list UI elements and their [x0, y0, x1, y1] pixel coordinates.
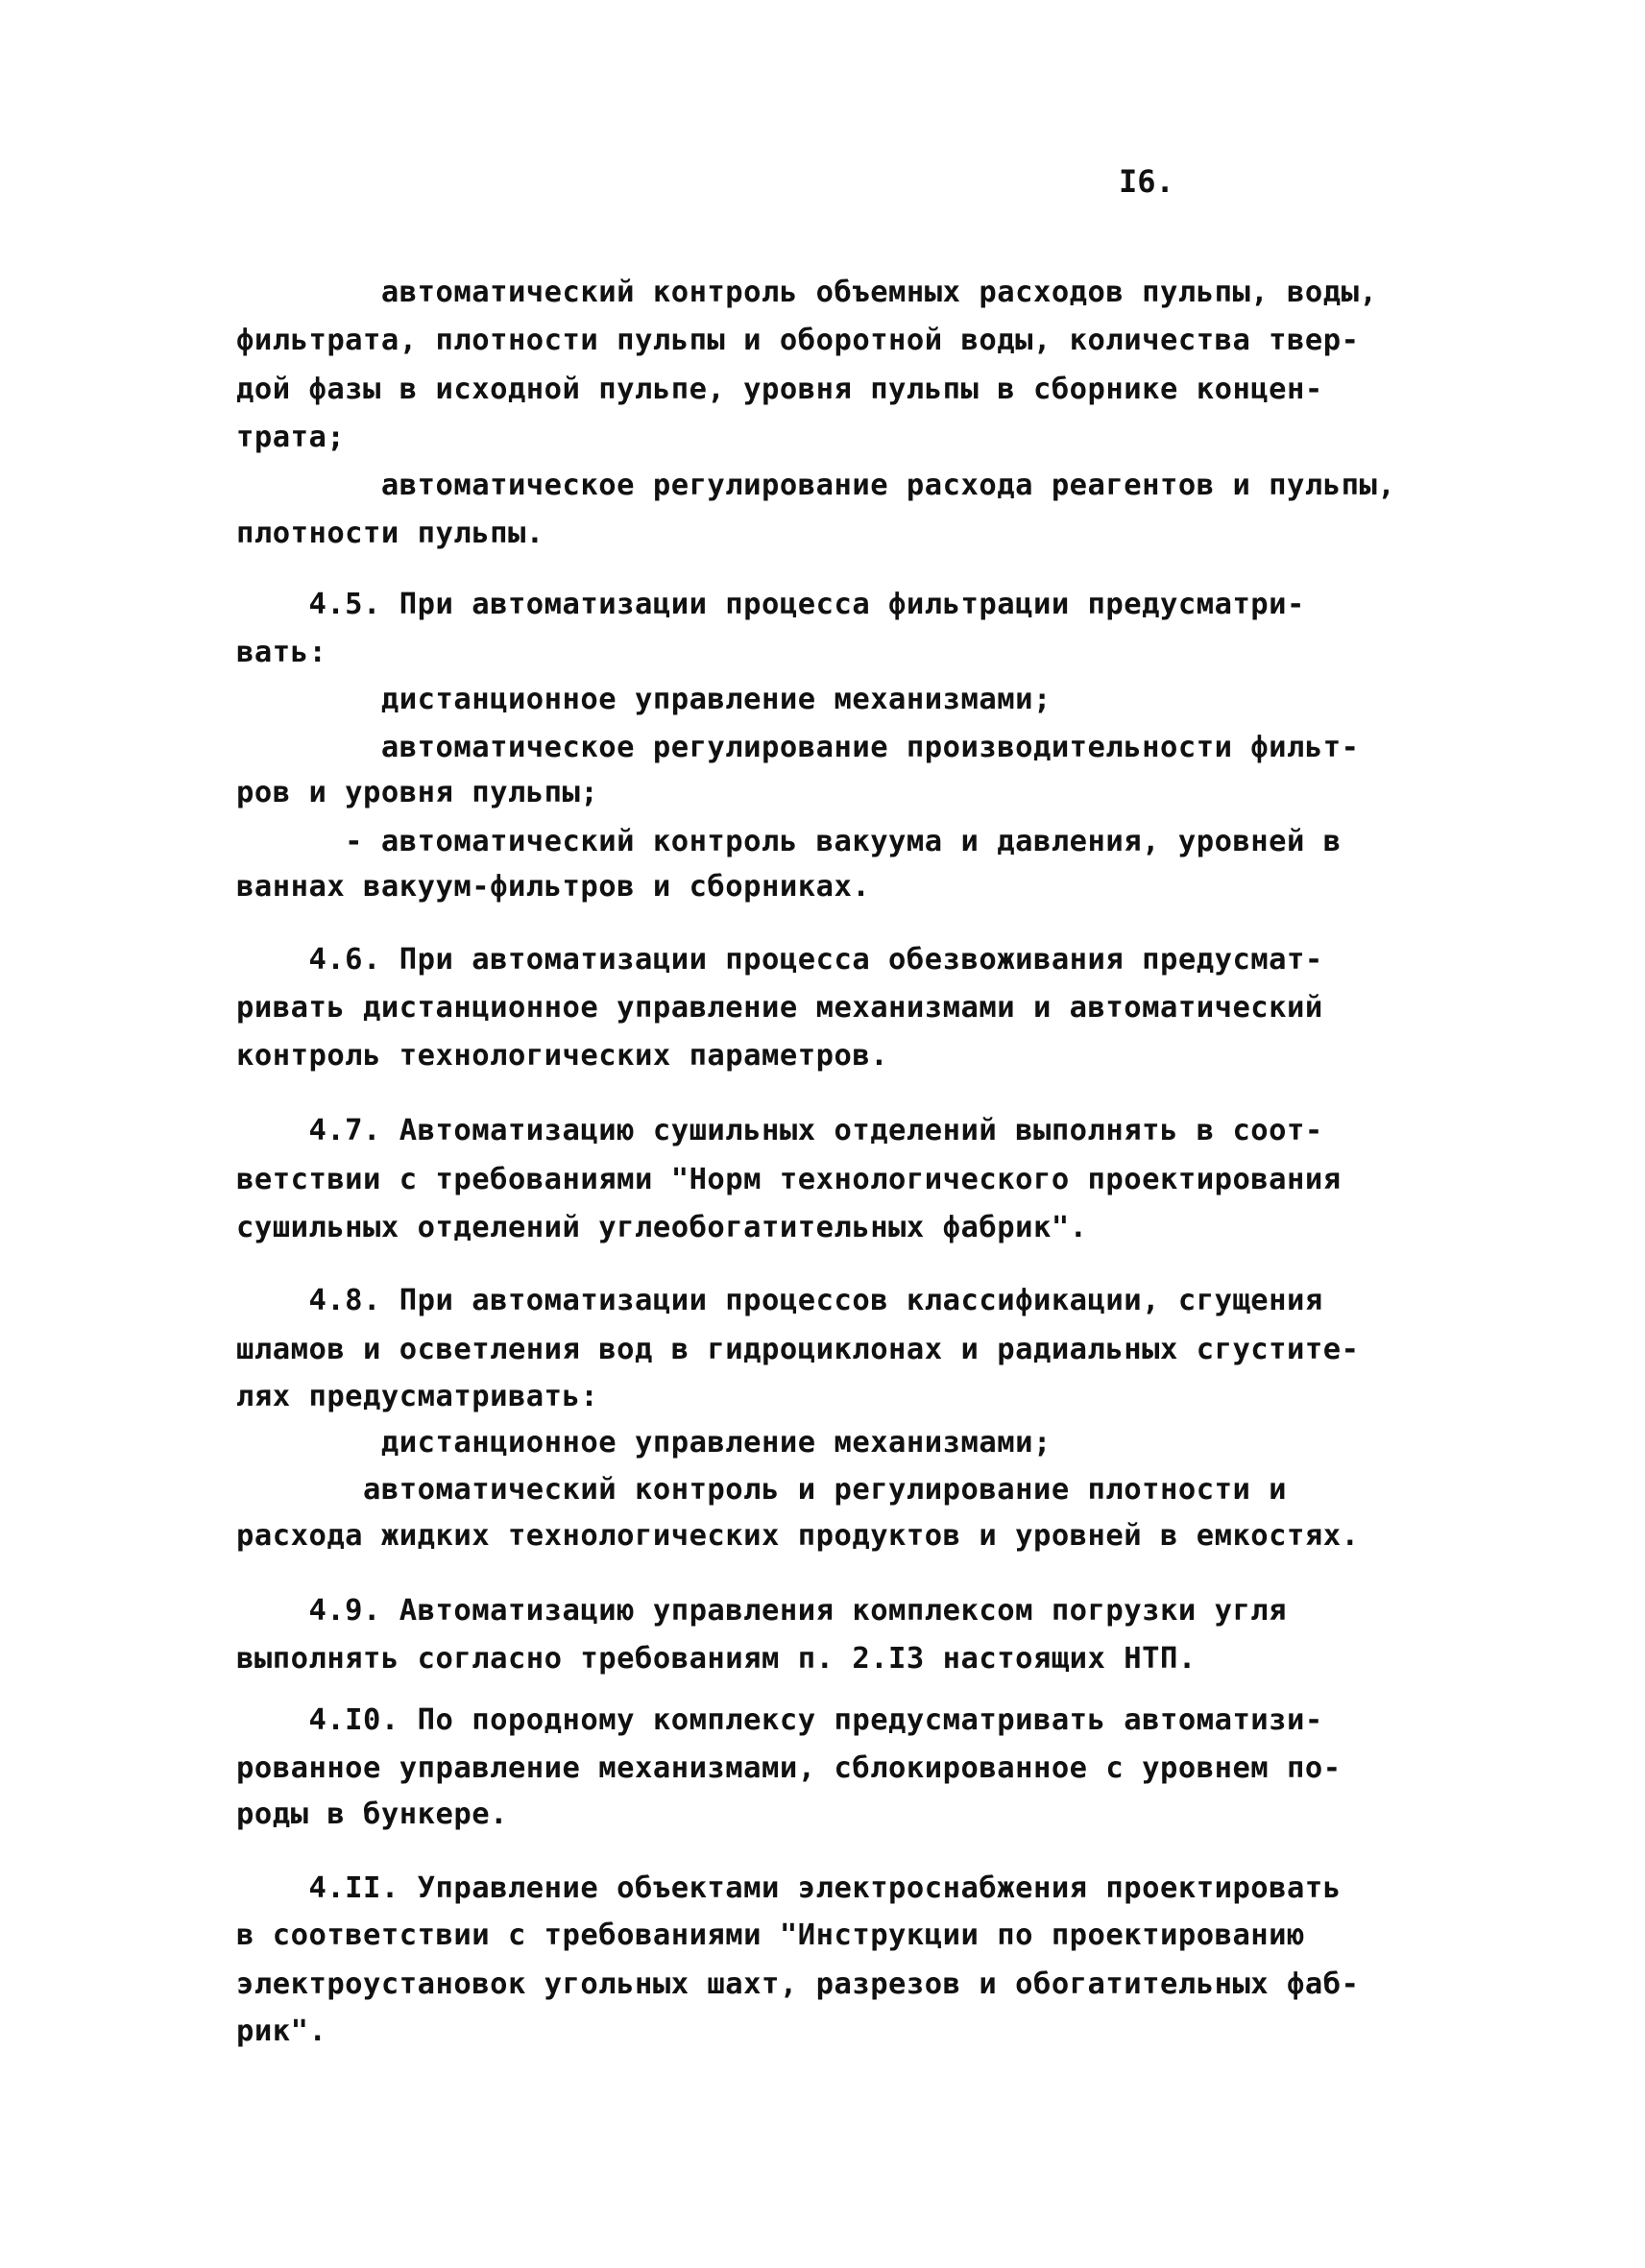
text-line: выполнять согласно требованиям п. 2.I3 настоящих НТП.: [236, 1642, 1197, 1676]
text-line: 4.9. Автоматизацию управления комплексом погрузки угля: [236, 1594, 1288, 1628]
text-line: шламов и осветления вод в гидроциклонах и радиальных сгустите-: [236, 1333, 1360, 1366]
text-line: автоматическое регулирование расхода реагентов и пульпы,: [236, 469, 1396, 502]
text-line: 4.5. При автоматизации процесса фильтрации предусматри-: [236, 588, 1305, 621]
text-line: 4.6. При автоматизации процесса обезвоживания предусмат-: [236, 943, 1323, 977]
text-line: автоматическое регулирование производительности фильт-: [236, 731, 1360, 764]
text-line: трата;: [236, 421, 346, 454]
text-line: расхода жидких технологических продуктов и уровней в емкостях.: [236, 1519, 1360, 1553]
text-line: фильтрата, плотности пульпы и оборотной воды, количества твер-: [236, 324, 1360, 357]
text-line: дой фазы в исходной пульпе, уровня пульпы в сборнике концен-: [236, 373, 1323, 406]
text-line: рованное управление механизмами, сблокированное с уровнем по-: [236, 1751, 1342, 1785]
text-line: в соответствии с требованиями "Инструкции по проектированию: [236, 1918, 1305, 1952]
text-line: ваннах вакуум-фильтров и сборниках.: [236, 870, 871, 904]
text-line: контроль технологических параметров.: [236, 1039, 889, 1073]
text-line: лях предусматривать:: [236, 1380, 599, 1413]
text-line: дистанционное управление механизмами;: [236, 683, 1052, 716]
text-line: ров и уровня пульпы;: [236, 776, 599, 809]
text-line: рик".: [236, 2015, 327, 2048]
text-line: 4.II. Управление объектами электроснабжения проектировать: [236, 1871, 1342, 1905]
text-line: 4.7. Автоматизацию сушильных отделений выполнять в соот-: [236, 1114, 1323, 1147]
text-line: сушильных отделений углеобогатительных фабрик".: [236, 1211, 1088, 1244]
text-line: ветствии с требованиями "Норм технологического проектирования: [236, 1163, 1342, 1196]
text-line: автоматический контроль объемных расходов пульпы, воды,: [236, 276, 1378, 309]
text-line: плотности пульпы.: [236, 517, 544, 550]
text-line: дистанционное управление механизмами;: [236, 1426, 1052, 1460]
text-line: 4.8. При автоматизации процессов классификации, сгущения: [236, 1284, 1323, 1317]
text-line: роды в бункере.: [236, 1798, 508, 1831]
text-line: автоматический контроль и регулирование плотности и: [236, 1473, 1288, 1507]
text-line: электроустановок угольных шахт, разрезов и обогатительных фаб-: [236, 1967, 1360, 2001]
text-line: вать:: [236, 636, 327, 669]
text-line: ривать дистанционное управление механизмами и автоматический: [236, 991, 1323, 1025]
text-line: 4.I0. По породному комплексу предусматривать автоматизи-: [236, 1703, 1323, 1737]
text-line: - автоматический контроль вакуума и давления, уровней в: [236, 825, 1342, 858]
page-number: I6.: [1119, 163, 1174, 200]
